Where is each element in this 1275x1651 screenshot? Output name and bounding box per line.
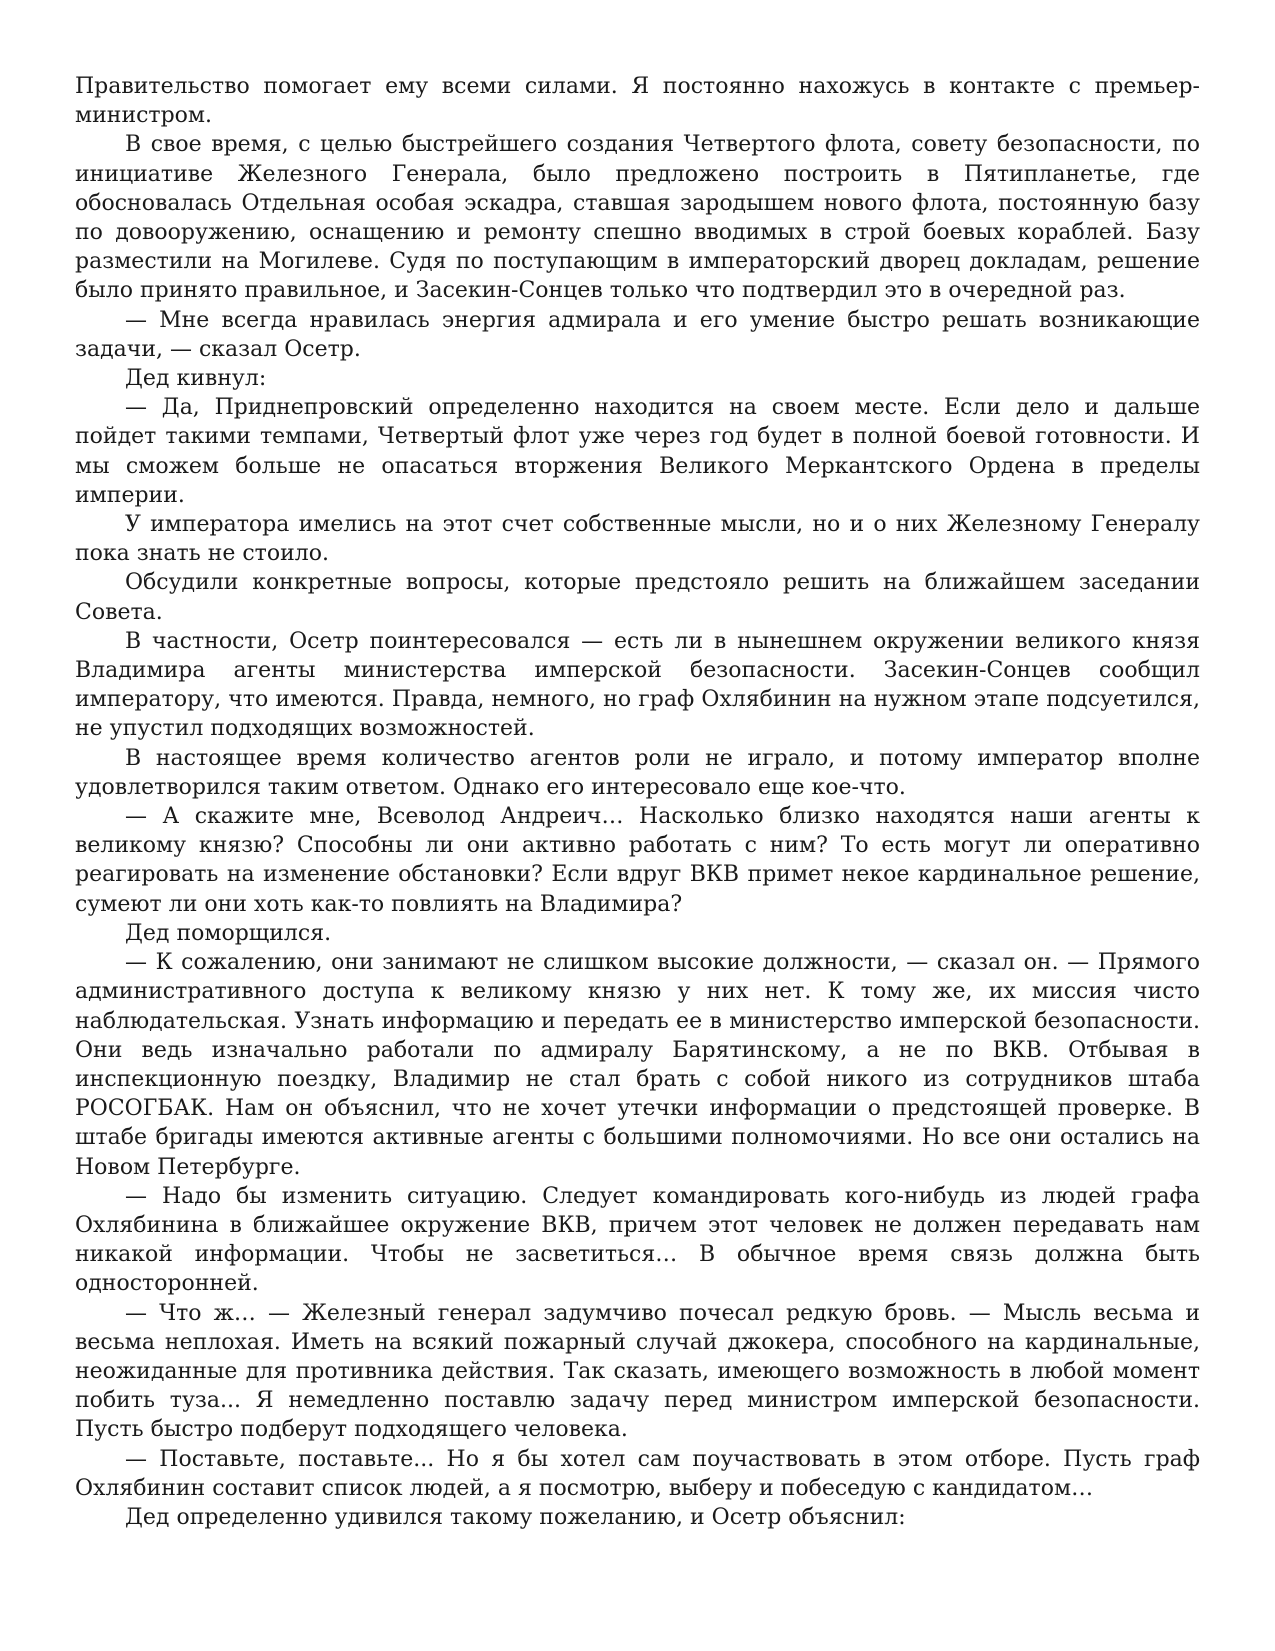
paragraph-3: — Мне всегда нравилась энергия адмирала и его умение быстро решать возникающие задачи, — сказал Осетр. (75, 307, 1200, 362)
paragraph-11: Дед поморщился. (125, 920, 332, 946)
paragraph-1: Правительство помогает ему всеми силами. Я постоянно нахожусь в контакте с премьер-министром. (75, 74, 1200, 129)
paragraph-15: — Поставьте, поставьте... Но я бы хотел сам поучаствовать в этом отборе. Пусть граф Охлябинин составит список людей, а я посмотрю, выберу и побеседую с кандидатом… (75, 1446, 1200, 1501)
paragraph-14: — Что ж… — Железный генерал задумчиво почесал редкую бровь. — Мысль весьма и весьма неплохая. Иметь на всякий пожарный случай джокера, способного на кардинальные, неожиданные для противника действия. Так сказать, имеющего возможность в любой момент побить туза... Я немедленно поставлю задачу перед министром имперской безопасности. Пусть быстро подберут подходящего человека. (75, 1300, 1200, 1443)
paragraph-6: У императора имелись на этот счет собственные мысли, но и о них Железному Генералу пока знать не стоило. (75, 512, 1200, 567)
paragraph-13: — Надо бы изменить ситуацию. Следует командировать кого-нибудь из людей графа Охлябинина в ближайшее окружение ВКВ, причем этот человек не должен передавать нам никакой информации. Чтобы не засветиться… В обычное время связь должна быть односторонней. (75, 1183, 1200, 1297)
paragraph-8: В частности, Осетр поинтересовался — есть ли в нынешнем окружении великого князя Владимира агенты министерства имперской безопасности. Засекин-Сонцев сообщил императору, что имеются. Правда, немного, но граф Охлябинин на нужном этапе подсуетился, не упустил подходящих возможностей. (75, 628, 1200, 742)
paragraph-12: — К сожалению, они занимают не слишком высокие должности, — сказал он. — Прямого административного доступа к великому князю у них нет. К тому же, их миссия чисто наблюдательская. Узнать информацию и передать ее в министерство имперской безопасности. Они ведь изначально работали по адмиралу Барятинскому, а не по ВКВ. Отбывая в инспекционную поездку, Владимир не стал брать с собой никого из сотрудников штаба РОСОГБАК. Нам он объяснил, что не хочет утечки информации о предстоящей проверке. В штабе бригады имеются активные агенты с большими полномочиями. Но все они остались на Новом Петербурге. (75, 950, 1200, 1180)
paragraph-9: В настоящее время количество агентов роли не играло, и потому император вполне удовлетворился таким ответом. Однако его интересовало еще кое-что. (75, 745, 1200, 800)
paragraph-7: Обсудили конкретные вопросы, которые предстояло решить на ближайшем заседании Совета. (75, 570, 1200, 625)
paragraph-2: В свое время, с целью быстрейшего создания Четвертого флота, совету безопасности, по инициативе Железного Генерала, было предложено построить в Пятипланетье, где обосновалась Отдельная особая эскадра, ставшая зародышем нового флота, постоянную базу по довооружению, оснащению и ремонту спешно вводимых в строй боевых кораблей. Базу разместили на Могилеве. Судя по поступающим в императорский дворец докладам, решение было принято правильное, и Засекин-Сонцев только что подтвердил это в очередной раз. (75, 132, 1200, 304)
paragraph-4: Дед кивнул: (125, 366, 267, 392)
paragraph-5: — Да, Приднепровский определенно находится на своем месте. Если дело и дальше пойдет такими темпами, Четвертый флот уже через год будет в полной боевой готовности. И мы сможем больше не опасаться вторжения Великого Меркантского Ордена в пределы империи. (75, 395, 1200, 508)
paragraph-16: Дед определенно удивился такому пожеланию, и Осетр объяснил: (125, 1504, 906, 1530)
document-page (75, 72, 1200, 1532)
paragraph-10: — А скажите мне, Всеволод Андреич… Насколько близко находятся наши агенты к великому князю? Способны ли они активно работать с ним? То есть могут ли оперативно реагировать на изменение обстановки? Если вдруг ВКВ примет некое кардинальное решение, сумеют ли они хоть как-то повлиять на Владимира? (75, 804, 1200, 917)
